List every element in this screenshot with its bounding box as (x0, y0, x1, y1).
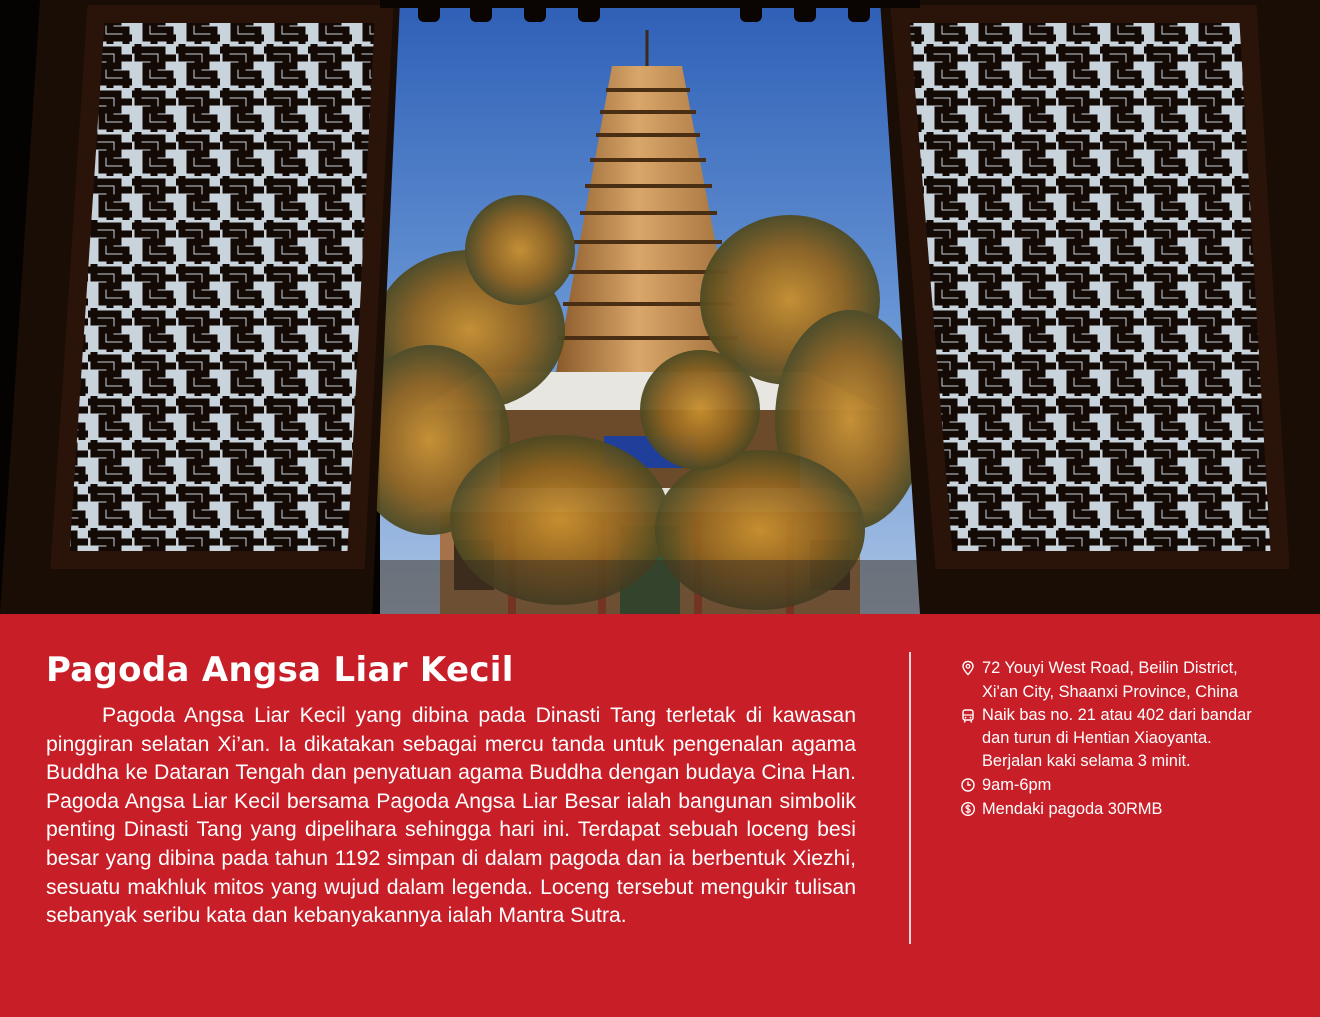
climb-price: Mendaki pagoda 30RMB (982, 800, 1163, 818)
article-body: Pagoda Angsa Liar Kecil yang dibina pada Dinasti Tang terletak di kawasan pinggiran selatan Xi’an. Ia dikatakan sebagai mercu tanda untuk pengenalan agama Buddha ke Dataran Tengah dan penyatuan agama Buddha dengan budaya Cina Han. Pagoda Angsa Liar Kecil bersama Pagoda Angsa Liar Besar ialah bangunan simbolik penting Dinasti Tang yang dipelihara sehingga hari ini. Terdapat sebuah loceng besi besar yang dibina pada tahun 1192 simpan di dalam pagoda dan ia berbentuk Xiezhi, sesuatu makhluk mitos yang wujud dalam legenda. Loceng tersebut mengukir tulisan sebanyak seribu kata dan kebanyakannya ialah Mantra Sutra. (46, 704, 856, 928)
transport-row (960, 704, 1300, 773)
transport-line-2: dan turun di Hentian Xiaoyanta. (982, 729, 1212, 747)
address-line-1: 72 Youyi West Road, Beilin District, (982, 659, 1238, 677)
visitor-info (960, 656, 1300, 821)
transport-line-1: Naik bas no. 21 atau 402 dari bandar (982, 706, 1252, 724)
transport-line-3: Berjalan kaki selama 3 minit. (982, 752, 1191, 770)
hours-row (960, 773, 1300, 797)
address-row (960, 656, 1300, 704)
opening-hours: 9am-6pm (982, 776, 1052, 794)
dollar-icon (960, 801, 976, 817)
price-row (960, 797, 1300, 821)
page-title: Pagoda Angsa Liar Kecil (46, 650, 514, 690)
left-lattice-window (0, 0, 400, 614)
right-lattice-window (880, 0, 1320, 614)
bus-icon (960, 708, 976, 724)
clock-icon (960, 777, 976, 793)
info-panel (0, 614, 1320, 1017)
divider (909, 652, 911, 944)
location-pin-icon (960, 660, 976, 676)
address-line-2: Xi'an City, Shaanxi Province, China (982, 683, 1239, 701)
